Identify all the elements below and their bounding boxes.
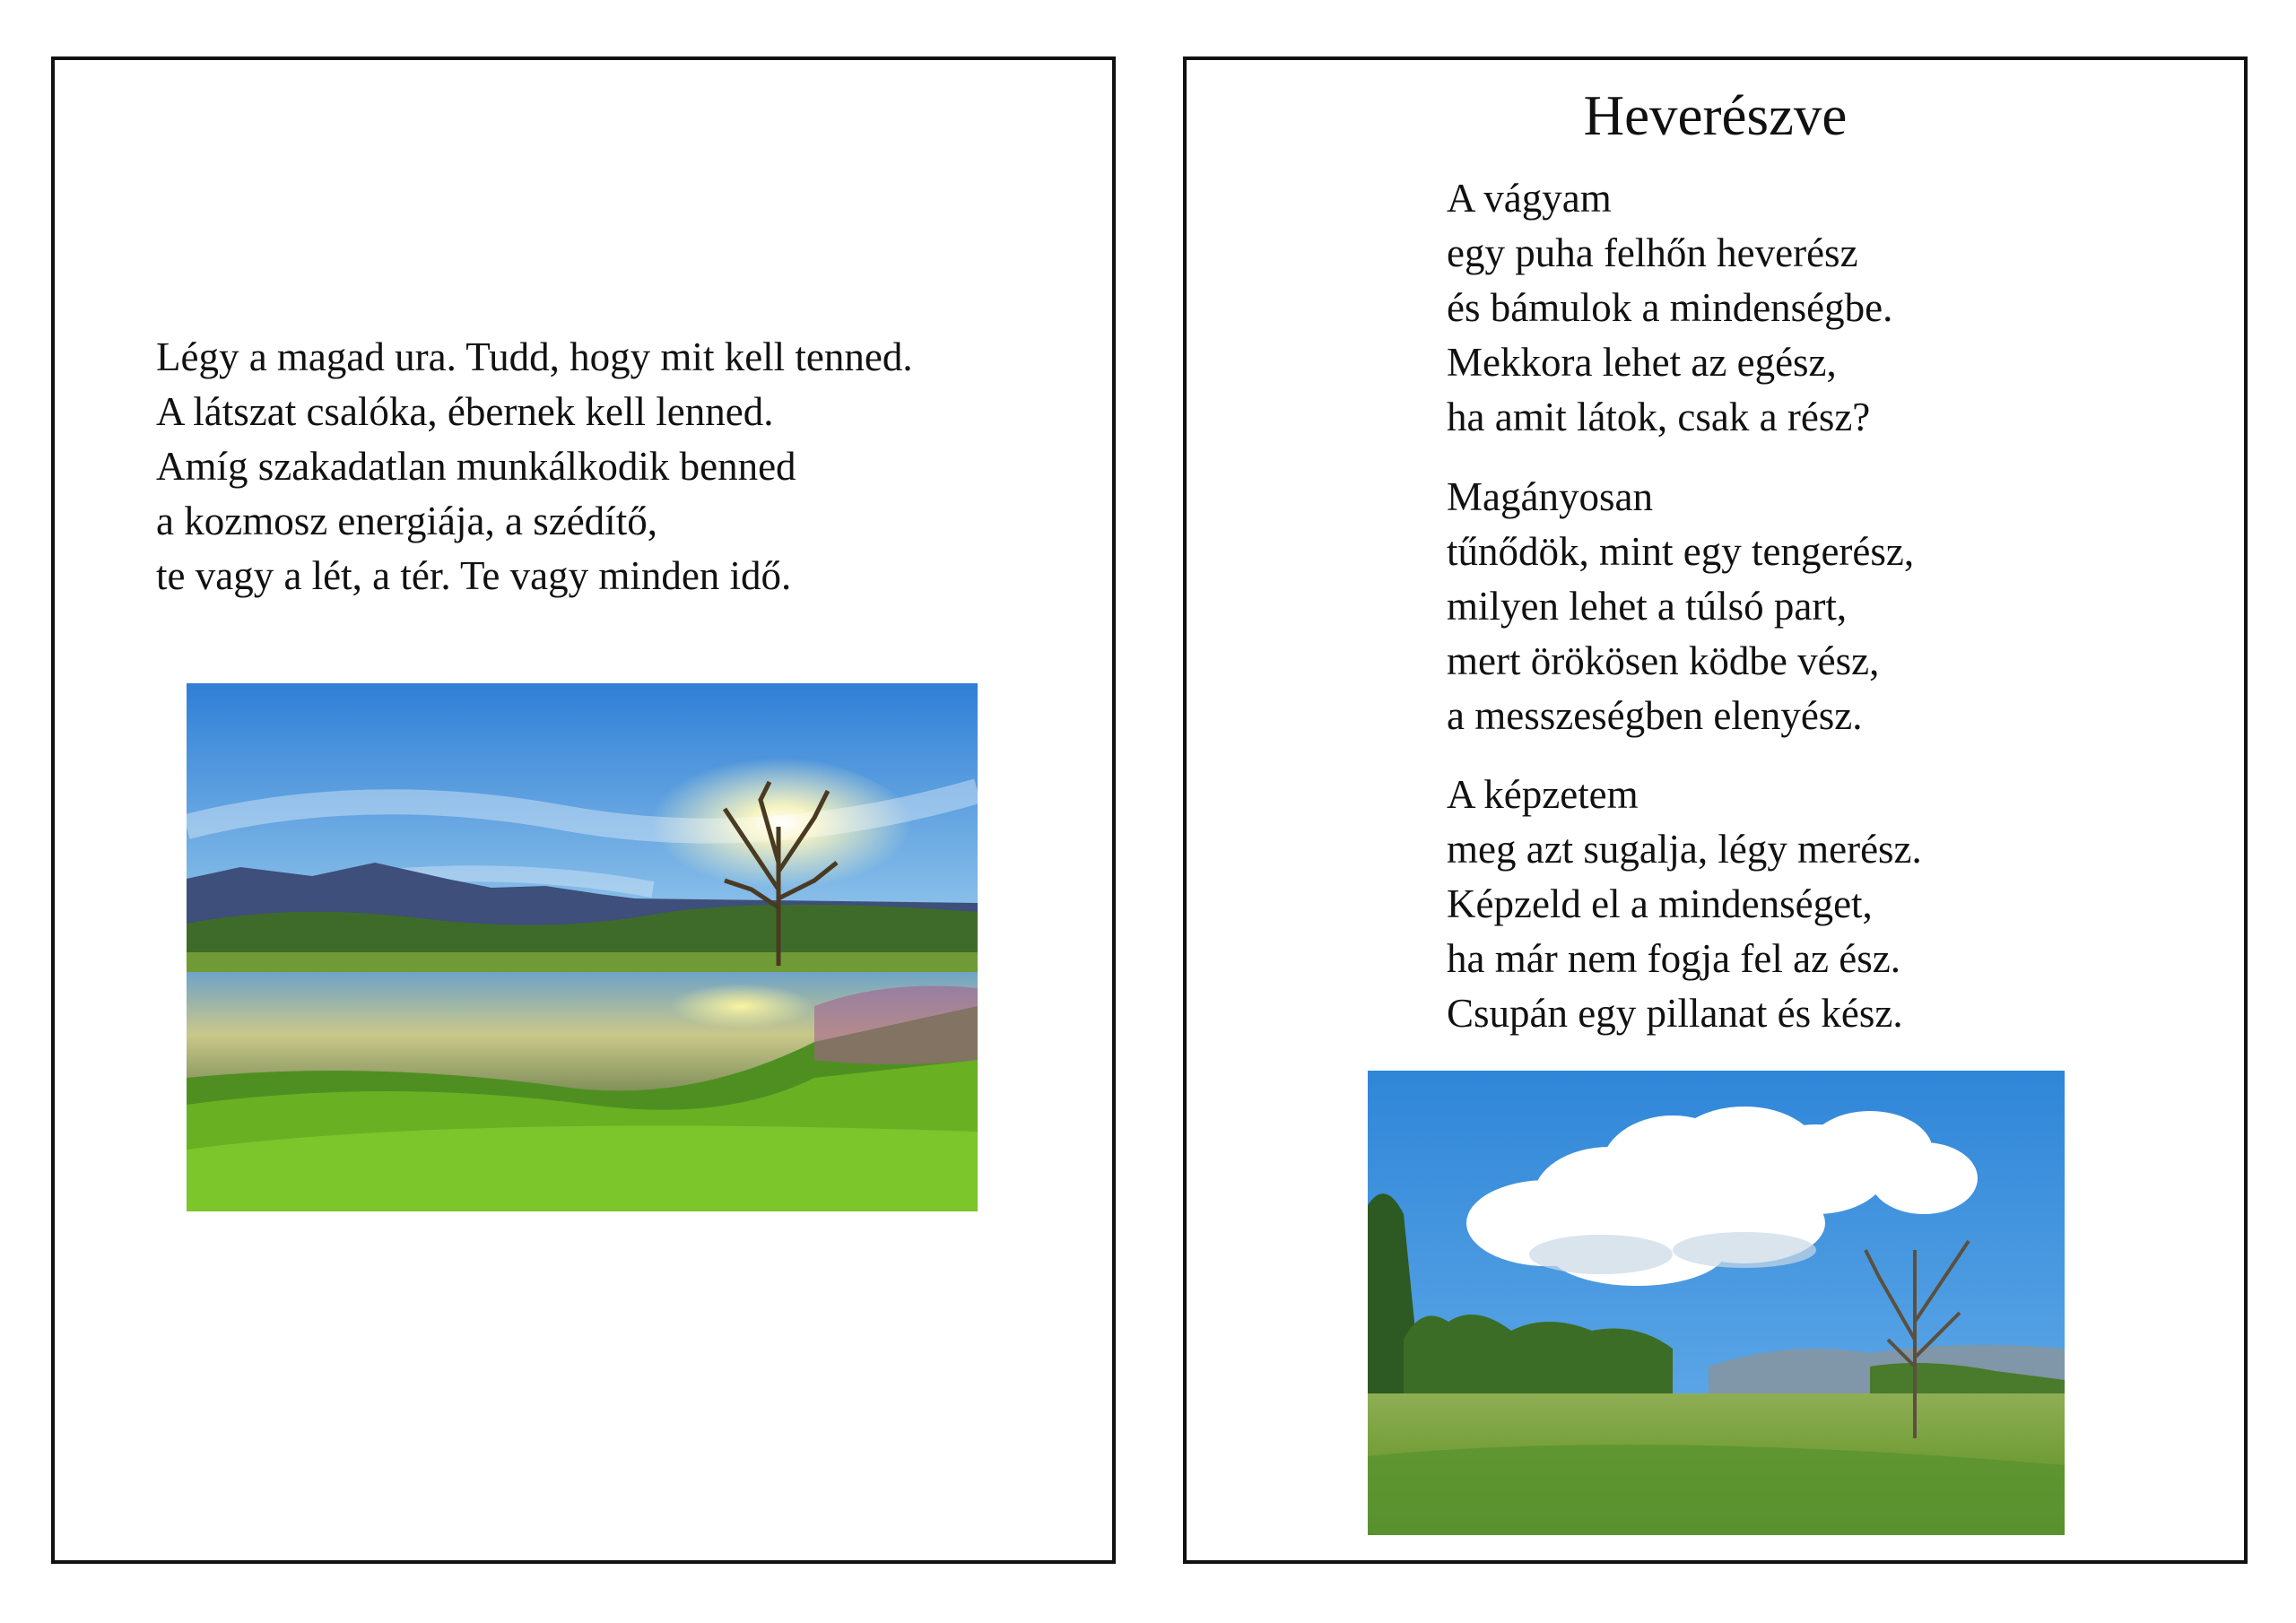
verse-line: Magányosan: [1447, 474, 1653, 519]
left-verse: [156, 330, 913, 603]
cloudy-meadow-photo: [1368, 1071, 2065, 1535]
stanza: [1447, 768, 1922, 1041]
stanza: [1447, 470, 1914, 743]
verse-line: Mekkora lehet az egész,: [1447, 340, 1837, 385]
verse-line: a messzeségben elenyész.: [1447, 693, 1863, 738]
verse-line: mert örökösen ködbe vész,: [1447, 638, 1880, 683]
stanza: [1447, 171, 1892, 445]
verse-line: Képzeld el a mindenséget,: [1447, 881, 1873, 926]
verse-line: tűnődök, mint egy tengerész,: [1447, 529, 1915, 574]
verse-line: Légy a magad ura. Tudd, hogy mit kell tenned.: [156, 334, 913, 379]
verse-line: A vágyam: [1447, 176, 1612, 221]
verse-line: a kozmosz energiája, a szédítő,: [156, 499, 657, 543]
verse-line: ha amit látok, csak a rész?: [1447, 395, 1871, 439]
verse-line: Csupán egy pillanat és kész.: [1447, 991, 1903, 1036]
verse-line: Amíg szakadatlan munkálkodik benned: [156, 444, 796, 489]
verse-line: milyen lehet a túlsó part,: [1447, 584, 1848, 629]
verse-line: és bámulok a mindenségbe.: [1447, 285, 1893, 330]
left-page: [51, 56, 1116, 1564]
verse-line: te vagy a lét, a tér. Te vagy minden idő.: [156, 553, 792, 598]
verse-line: ha már nem fogja fel az ész.: [1447, 936, 1900, 981]
right-page: [1183, 56, 2248, 1564]
verse-line: meg azt sugalja, légy merész.: [1447, 827, 1922, 872]
poem-title: Heverészve: [1583, 84, 1848, 147]
verse-line: egy puha felhőn heverész: [1447, 230, 1858, 275]
verse-line: A képzetem: [1447, 772, 1639, 817]
verse-line: A látszat csalóka, ébernek kell lenned.: [156, 389, 774, 434]
sunset-lake-photo: [187, 683, 978, 1211]
